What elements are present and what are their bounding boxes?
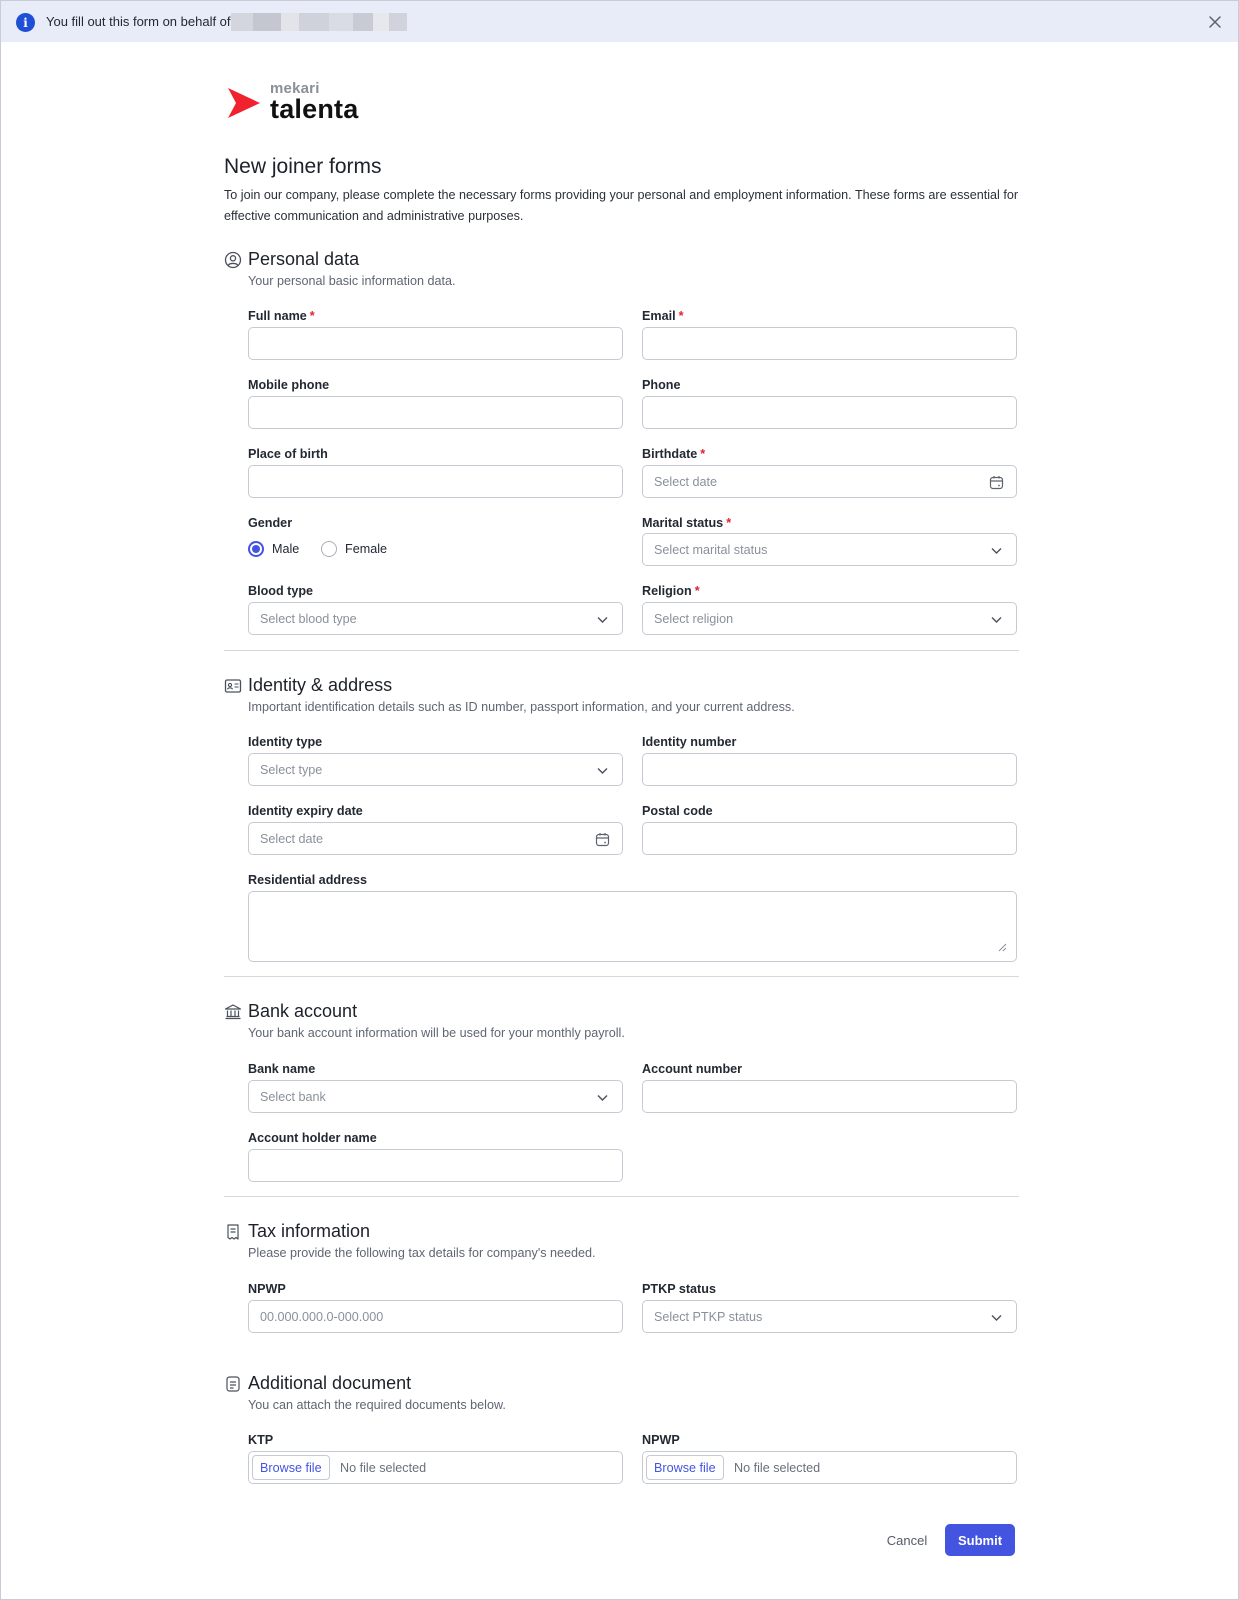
bank-placeholder: Select bank — [260, 1090, 326, 1104]
residential-address-textarea[interactable] — [248, 891, 1017, 962]
full-name-input[interactable] — [248, 327, 623, 360]
ktp-label: KTP — [248, 1433, 274, 1447]
redacted-block — [373, 13, 389, 31]
redacted-block — [353, 13, 373, 31]
chevron-down-icon — [595, 612, 610, 627]
gender-male-radio[interactable]: Male — [248, 541, 299, 557]
blood-type-label: Blood type — [248, 584, 314, 598]
npwp-input[interactable] — [248, 1300, 623, 1333]
redacted-block — [329, 13, 353, 31]
residential-address-label: Residential address — [248, 873, 367, 887]
full-name-label: Full name * — [248, 309, 315, 323]
ptkp-placeholder: Select PTKP status — [654, 1310, 763, 1324]
ptkp-status-select[interactable] — [642, 1300, 1017, 1333]
submit-button[interactable]: Submit — [945, 1524, 1015, 1556]
identity-number-label: Identity number — [642, 735, 737, 749]
info-icon: i — [16, 13, 35, 32]
npwp-label: NPWP — [248, 1282, 286, 1296]
ktp-browse-button[interactable]: Browse file — [252, 1455, 330, 1480]
redacted-block — [281, 13, 299, 31]
bank-icon — [224, 1003, 242, 1021]
document-icon — [224, 1375, 242, 1393]
identity-type-select[interactable] — [248, 753, 623, 786]
postal-code-label: Postal code — [642, 804, 713, 818]
section-divider — [224, 976, 1019, 977]
bank-name-label: Bank name — [248, 1062, 316, 1076]
npwp-file-input[interactable] — [642, 1451, 1017, 1484]
birthdate-placeholder: Select date — [654, 475, 718, 489]
place-of-birth-input[interactable] — [248, 465, 623, 498]
bank-name-select[interactable] — [248, 1080, 623, 1113]
blood-type-select[interactable] — [248, 602, 623, 635]
radio-selected-icon — [248, 541, 264, 557]
page-description: To join our company, please complete the necessary forms providing your personal and employment information. These forms are essential for effective communication and administrative purposes. — [224, 188, 1019, 223]
place-of-birth-label: Place of birth — [248, 447, 328, 461]
section-divider — [224, 1196, 1019, 1197]
email-label: Email * — [642, 309, 684, 323]
email-input[interactable] — [642, 327, 1017, 360]
ptkp-status-label: PTKP status — [642, 1282, 716, 1296]
resize-handle-icon[interactable] — [998, 943, 1007, 952]
redacted-name — [231, 13, 407, 31]
section-subtitle: Please provide the following tax details for company's needed. — [248, 1246, 596, 1260]
identity-type-label: Identity type — [248, 735, 323, 749]
redacted-block — [389, 13, 407, 31]
logo-mark-icon — [226, 86, 262, 120]
logo-text-talenta: talenta — [270, 94, 359, 124]
info-banner — [1, 1, 1238, 42]
expiry-date-placeholder: Select date — [260, 832, 324, 846]
marital-status-label: Marital status * — [642, 516, 732, 530]
calendar-icon — [595, 832, 610, 847]
gender-label: Gender — [248, 516, 293, 530]
mekari-talenta-logo — [226, 80, 386, 128]
id-card-icon — [224, 677, 242, 695]
chevron-down-icon — [989, 612, 1004, 627]
chevron-down-icon — [595, 1090, 610, 1105]
redacted-block — [231, 13, 253, 31]
marital-placeholder: Select marital status — [654, 543, 768, 557]
identity-type-placeholder: Select type — [260, 763, 323, 777]
section-title: Tax information — [248, 1221, 371, 1241]
npwp-browse-button[interactable]: Browse file — [646, 1455, 724, 1480]
ktp-file-input[interactable] — [248, 1451, 623, 1484]
mobile-phone-input[interactable] — [248, 396, 623, 429]
section-subtitle: Your bank account information will be used for your monthly payroll. — [248, 1026, 625, 1040]
section-subtitle: Your personal basic information data. — [248, 274, 456, 288]
receipt-icon — [224, 1223, 242, 1241]
radio-unselected-icon — [321, 541, 337, 557]
logo-text-mekari: mekari — [270, 80, 320, 97]
section-subtitle: You can attach the required documents below. — [248, 1398, 506, 1412]
section-title: Identity & address — [248, 675, 393, 695]
chevron-down-icon — [989, 543, 1004, 558]
section-title: Bank account — [248, 1001, 358, 1021]
close-icon[interactable] — [1206, 13, 1224, 31]
redacted-block — [299, 13, 329, 31]
birthdate-picker[interactable] — [642, 465, 1017, 498]
phone-label: Phone — [642, 378, 681, 392]
section-divider — [224, 650, 1019, 651]
identity-number-input[interactable] — [642, 753, 1017, 786]
section-title: Personal data — [248, 249, 360, 269]
npwp-document-label: NPWP — [642, 1433, 680, 1447]
banner-text: You fill out this form on behalf of — [46, 14, 231, 29]
ktp-file-status: No file selected — [340, 1461, 427, 1475]
account-number-input[interactable] — [642, 1080, 1017, 1113]
chevron-down-icon — [989, 1310, 1004, 1325]
religion-select[interactable] — [642, 602, 1017, 635]
account-holder-input[interactable] — [248, 1149, 623, 1182]
religion-label: Religion * — [642, 584, 700, 598]
cancel-button[interactable]: Cancel — [878, 1524, 936, 1556]
section-title: Additional document — [248, 1373, 412, 1393]
calendar-icon — [989, 475, 1004, 490]
expiry-date-picker[interactable] — [248, 822, 623, 855]
birthdate-label: Birthdate * — [642, 447, 706, 461]
phone-input[interactable] — [642, 396, 1017, 429]
blood-type-placeholder: Select blood type — [260, 612, 357, 626]
chevron-down-icon — [595, 763, 610, 778]
npwp-file-status: No file selected — [734, 1461, 821, 1475]
section-subtitle: Important identification details such as ID number, passport information, and your current address. — [248, 700, 795, 714]
gender-female-radio[interactable]: Female — [321, 541, 387, 557]
postal-code-input[interactable] — [642, 822, 1017, 855]
user-circle-icon — [224, 251, 242, 269]
redacted-block — [253, 13, 281, 31]
page-title: New joiner forms — [224, 155, 382, 178]
account-holder-label: Account holder name — [248, 1131, 377, 1145]
expiry-date-label: Identity expiry date — [248, 804, 363, 818]
marital-status-select[interactable] — [642, 533, 1017, 566]
account-number-label: Account number — [642, 1062, 743, 1076]
religion-placeholder: Select religion — [654, 612, 734, 626]
mobile-phone-label: Mobile phone — [248, 378, 330, 392]
